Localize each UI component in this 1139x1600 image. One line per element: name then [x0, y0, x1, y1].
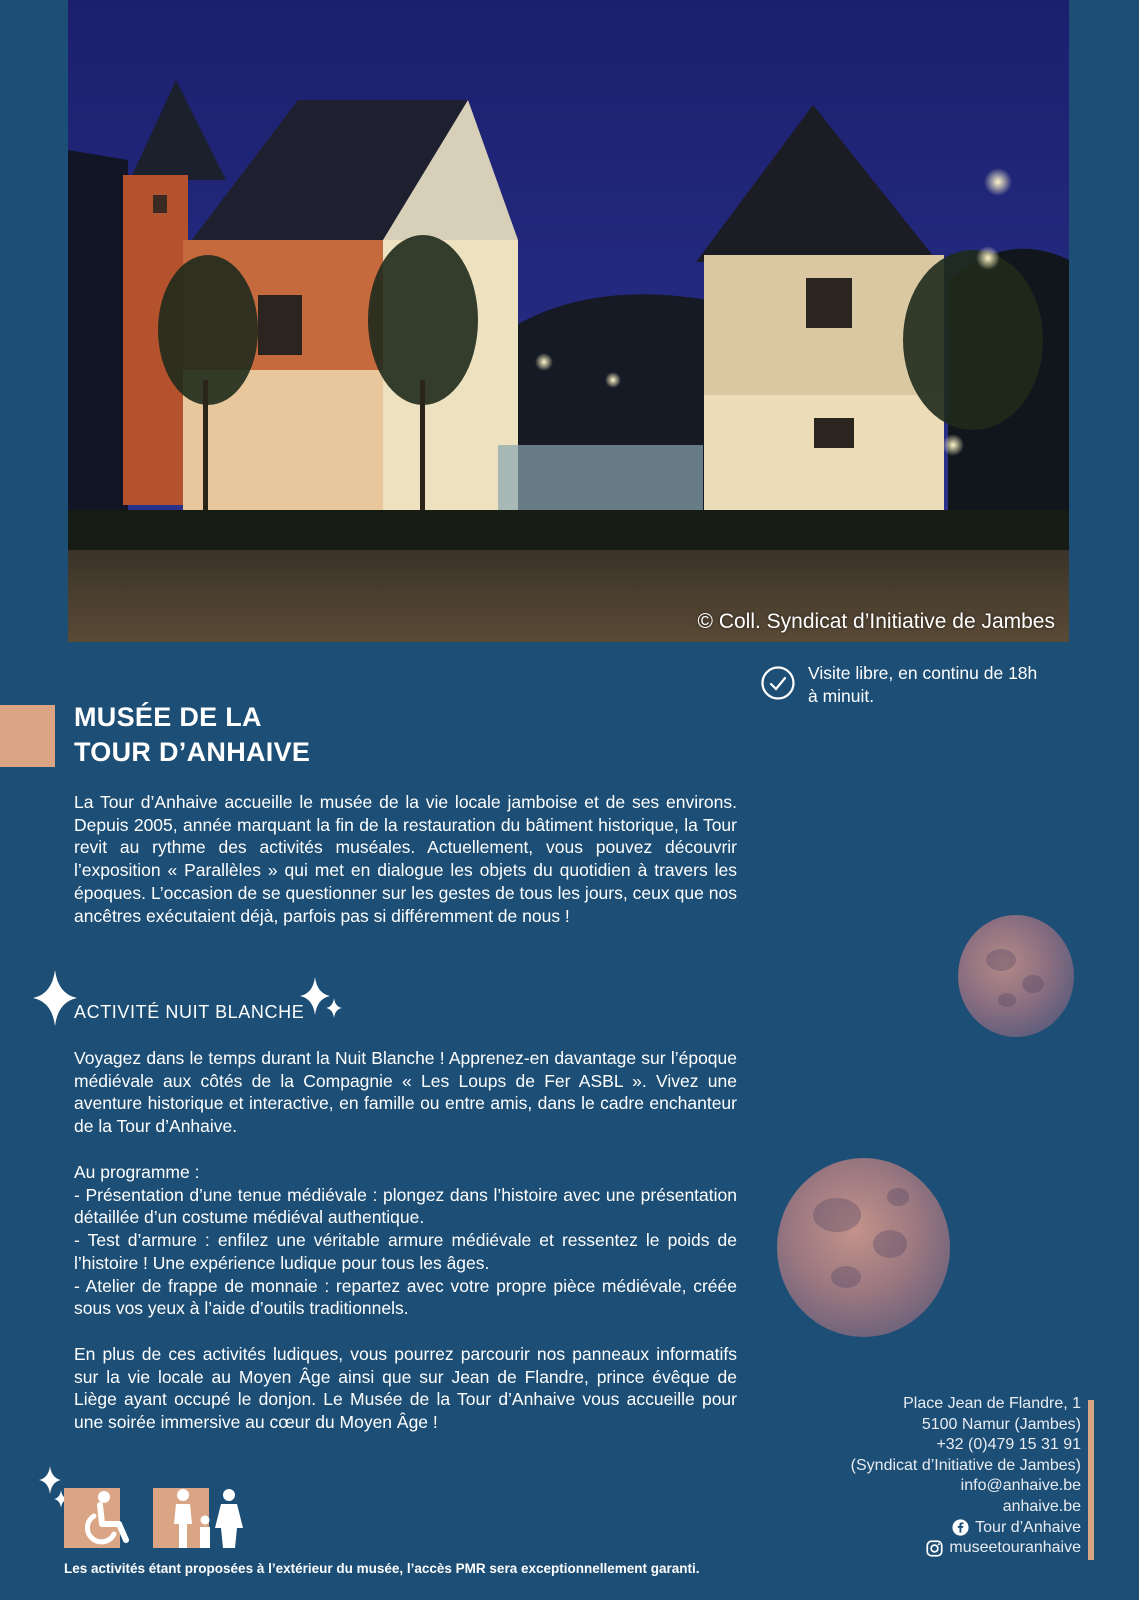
- activity-description: Voyagez dans le temps durant la Nuit Blanche ! Apprenez-en davantage sur l’époque médiévale aux côtés de la Compagnie « Les Loups de Fer ASBL ». Vivez une aventure historique et interactive, en famille ou entre amis, dans le cadre enchanteur de la Tour d’Anhaive.: [74, 1048, 737, 1137]
- visit-text-line2: à minuit.: [808, 686, 875, 706]
- intro-paragraph: La Tour d’Anhaive accueille le musée de la vie locale jamboise et de ses environs. Depuis 2005, année marquant la fin de la restauration du bâtiment historique, la Tour revit au rythme des activités muséales. Actuellement, vous pouvez découvrir l’exposition « Parallèles » qui met en dialogue les objets du quotidien à travers les époques. L’occasion de se questionner sur les gestes de tous les jours, ceux que nos ancêtres exécutaient déjà, parfois pas si différemment de nous !: [74, 792, 737, 926]
- phone-note: (Syndicat d’Initiative de Jambes): [850, 1456, 1081, 1474]
- footer-note: Les activités étant proposées à l’extérieur du musée, l’accès PMR sera exceptionnellement garanti.: [64, 1561, 700, 1576]
- sparkle-icon: [33, 970, 77, 1026]
- contact-accent-bar: [1088, 1400, 1094, 1560]
- website-link[interactable]: anhaive.be: [1002, 1497, 1081, 1515]
- facebook-icon: [952, 1519, 969, 1536]
- moon-icon: [958, 915, 1074, 1037]
- museum-photo: [68, 0, 1069, 642]
- wheelchair-icon: [64, 1488, 156, 1548]
- programme-item: - Atelier de frappe de monnaie : repartez avec votre propre pièce médiévale, créée sous vos yeux à l’aide d’outils traditionnels.: [74, 1275, 737, 1319]
- address-line1: Place Jean de Flandre, 1: [903, 1395, 1081, 1412]
- title-accent-block: [0, 705, 55, 767]
- page-title-line2: TOUR D’ANHAIVE: [74, 737, 311, 767]
- closing-paragraph: En plus de ces activités ludiques, vous pourrez parcourir nos panneaux informatifs sur la vie locale au Moyen Âge ainsi que sur Jean de Flandre, prince évêque de Liège ayant occupé le donjon. Le Musée de la Tour d’Anhaive vous accueille pour une soirée immersive au cœur du Moyen Âge !: [74, 1344, 737, 1433]
- instagram-row[interactable]: [851, 1538, 1081, 1559]
- instagram-label: museetouranhaive: [949, 1539, 1081, 1557]
- activity-heading: ACTIVITÉ NUIT BLANCHE: [74, 1002, 305, 1022]
- family-icon: [153, 1488, 245, 1548]
- facebook-row[interactable]: [851, 1518, 1081, 1539]
- moon-icon: [777, 1158, 950, 1337]
- instagram-icon: [926, 1540, 943, 1557]
- page-title: [74, 700, 310, 770]
- programme-item: - Présentation d’une tenue médiévale : plongez dans l’histoire avec une présentation détaillée d’un costume médiéval authentique.: [74, 1184, 737, 1228]
- visit-text: [808, 662, 1037, 708]
- page-title-line1: MUSÉE DE LA: [74, 702, 262, 732]
- clock-icon: [760, 665, 796, 701]
- sparkle-icon: [326, 998, 342, 1018]
- visit-info: [760, 662, 1080, 708]
- facebook-label: Tour d’Anhaive: [975, 1518, 1081, 1536]
- visit-text-line1: Visite libre, en continu de 18h: [808, 663, 1038, 683]
- address-line2: 5100 Namur (Jambes): [921, 1415, 1081, 1433]
- programme-item: - Test d’armure : enfilez une véritable armure médiévale et ressentez le poids de l’histoire ! Une expérience ludique pour tous les âges.: [74, 1230, 737, 1273]
- phone-number[interactable]: +32 (0)479 15 31 91: [936, 1436, 1081, 1454]
- photo-credit: © Coll. Syndicat d’Initiative de Jambes: [697, 610, 1055, 633]
- contact-info: [851, 1394, 1081, 1559]
- programme-title: Au programme :: [74, 1162, 200, 1182]
- email-link[interactable]: info@anhaive.be: [960, 1477, 1081, 1495]
- programme-list: [74, 1161, 737, 1320]
